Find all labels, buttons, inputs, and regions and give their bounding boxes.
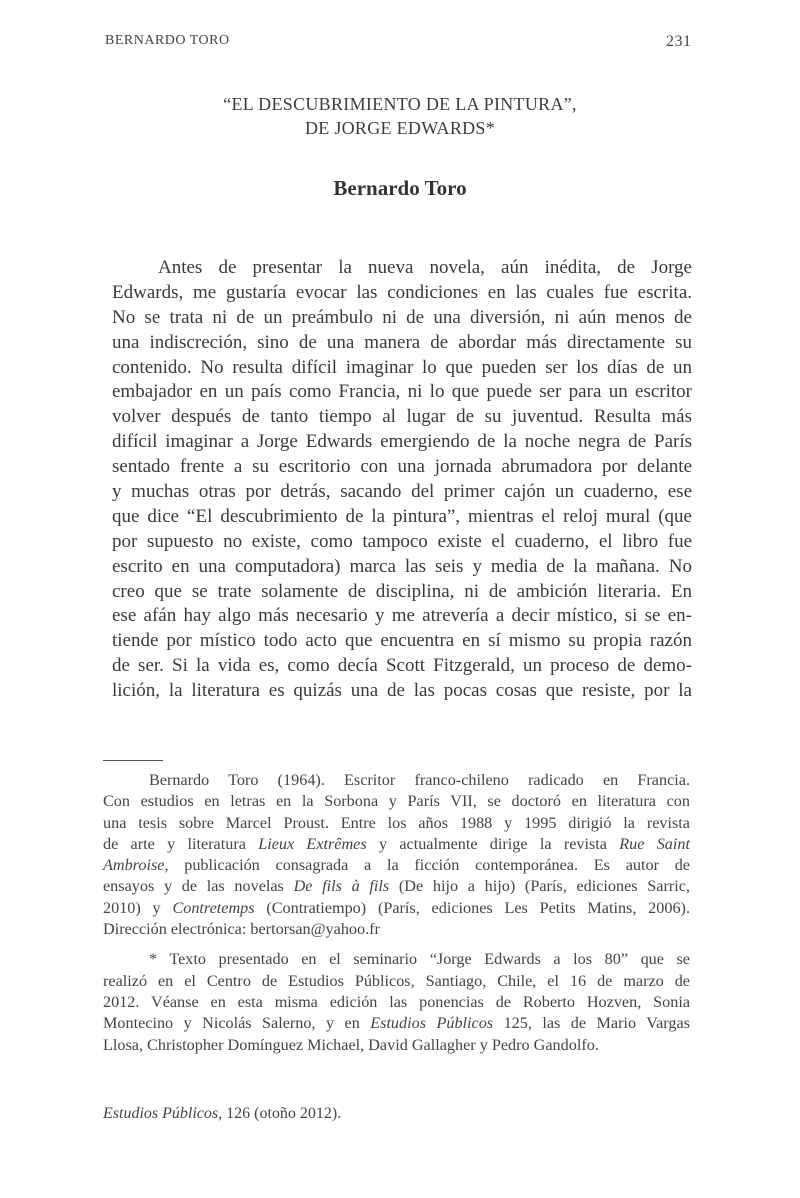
- footnote-segment: Montecino y Nicolás Salerno, y en: [103, 1014, 371, 1033]
- body-line: volver después de tanto tiempo al lugar de su juventud. Resulta más: [112, 406, 692, 428]
- footnote-line: [103, 834, 690, 855]
- body-line: Antes de presentar la nueva novela, aún inédita, de Jorge: [158, 257, 692, 278]
- footnote-segment: de arte y literatura: [103, 834, 259, 853]
- footnote-line: [103, 813, 690, 834]
- footnote-line: [103, 898, 690, 919]
- footnote-italic-segment: Ambroise: [103, 856, 165, 875]
- footnote-segment: 2012. Véanse en esta misma edición las ponencias de Roberto Hozven, Sonia: [103, 992, 690, 1011]
- body-line: Edwards, me gustaría evocar las condiciones en las cuales fue escrita.: [112, 281, 692, 303]
- footnote-rule: [103, 760, 163, 761]
- footnote-line: [103, 876, 690, 897]
- body-line: tiende por místico todo acto que encuentra en sí mismo su propia razón: [112, 630, 692, 652]
- footnote-line: [103, 949, 690, 970]
- body-line: embajador en un país como Francia, ni lo que puede ser para un escritor: [112, 381, 692, 403]
- footnote-gap: [103, 940, 690, 949]
- footnote-segment: y actualmente dirige la revista: [366, 834, 620, 853]
- body-line: ese afán hay algo más necesario y me atrevería a decir místico, si se en-: [112, 605, 692, 627]
- body-line: creo que se trate solamente de disciplina, ni de ambición literaria. En: [112, 580, 692, 602]
- page-number: 231: [666, 33, 692, 50]
- body-text: [112, 256, 692, 704]
- footnote-segment: Bernardo Toro (1964). Escritor franco-chileno radicado en Francia.: [149, 771, 690, 789]
- footnote-italic-segment: Contretemps: [172, 898, 255, 917]
- article-title-line-1: “EL DESCUBRIMIENTO DE LA PINTURA”,: [223, 94, 577, 114]
- footnote-segment: * Texto presentado en el seminario “Jorge Edwards a los 80” que se: [149, 950, 690, 969]
- footnote-segment: Dirección electrónica: bertorsan@yahoo.fr: [103, 920, 380, 939]
- running-head: BERNARDO TORO: [105, 33, 230, 48]
- body-line: lición, la literatura es quizás una de las pocas cosas que resiste, por la: [112, 680, 692, 702]
- footnote-line: [103, 919, 690, 940]
- article-title-line-2: DE JORGE EDWARDS*: [304, 118, 496, 138]
- author-name: Bernardo Toro: [333, 176, 467, 200]
- footnote-line: [103, 1035, 690, 1056]
- body-line: de ser. Si la vida es, como decía Scott Fitzgerald, un proceso de demo-: [112, 655, 692, 677]
- body-line: por supuesto no existe, como tampoco existe el cuaderno, el libro fue: [112, 530, 692, 552]
- footnote-segment: Con estudios en letras en la Sorbona y París VII, se doctoró en literatura con: [103, 792, 690, 811]
- footnote-line: [103, 992, 690, 1013]
- footnotes: [103, 770, 690, 1056]
- footnote-italic-segment: Estudios Públicos: [370, 1014, 494, 1033]
- journal-footer: [103, 1105, 341, 1123]
- footnote-line: [103, 1013, 690, 1034]
- footnote-italic-segment: Rue Saint: [619, 834, 690, 853]
- footnote-segment: una tesis sobre Marcel Proust. Entre los años 1988 y 1995 dirigió la revista: [103, 813, 690, 832]
- body-line: y muchas otras por detrás, sacando del primer cajón un cuaderno, ese: [112, 481, 692, 503]
- body-line: sentado frente a su escritorio con una jornada abrumadora por delante: [112, 456, 692, 478]
- body-line: contenido. No resulta difícil imaginar lo que pueden ser los días de un: [112, 356, 692, 378]
- body-line: difícil imaginar a Jorge Edwards emergiendo de la noche negra de París: [112, 431, 692, 453]
- footnote-segment: (Contratiempo) (París, ediciones Les Petits Matins, 2006).: [254, 898, 690, 917]
- footnote-line: [103, 971, 690, 992]
- footnote-italic-segment: Lieux Extrêmes: [258, 834, 367, 853]
- footnote-segment: Llosa, Christopher Domínguez Michael, David Gallagher y Pedro Gandolfo.: [103, 1035, 599, 1054]
- footnote-segment: (De hijo a hijo) (París, ediciones Sarric,: [389, 877, 690, 896]
- body-line: No se trata ni de un preámbulo ni de una diversión, ni aún menos de: [112, 306, 692, 328]
- journal-issue: , 126 (otoño 2012).: [218, 1105, 342, 1122]
- body-line: una indiscreción, sino de una manera de abordar más directamente su: [112, 331, 692, 353]
- footnote-segment: realizó en el Centro de Estudios Públicos, Santiago, Chile, el 16 de marzo de: [103, 971, 690, 990]
- footnote-segment: ensayos y de las novelas: [103, 877, 294, 896]
- footnote-line: [103, 770, 690, 791]
- footnote-segment: , publicación consagrada a la ficción contemporánea. Es autor de: [164, 856, 690, 875]
- footnote-italic-segment: De fils à fils: [293, 877, 390, 896]
- journal-name: Estudios Públicos: [103, 1105, 219, 1122]
- body-line: que dice “El descubrimiento de la pintura”, mientras el reloj mural (que: [112, 505, 692, 527]
- footnote-segment: 2010) y: [103, 898, 173, 917]
- footnote-line: [103, 791, 690, 812]
- body-line: escrito en una computadora) marca las seis y media de la mañana. No: [112, 555, 692, 577]
- footnote-segment: 125, las de Mario Vargas: [493, 1014, 690, 1033]
- footnote-line: [103, 855, 690, 876]
